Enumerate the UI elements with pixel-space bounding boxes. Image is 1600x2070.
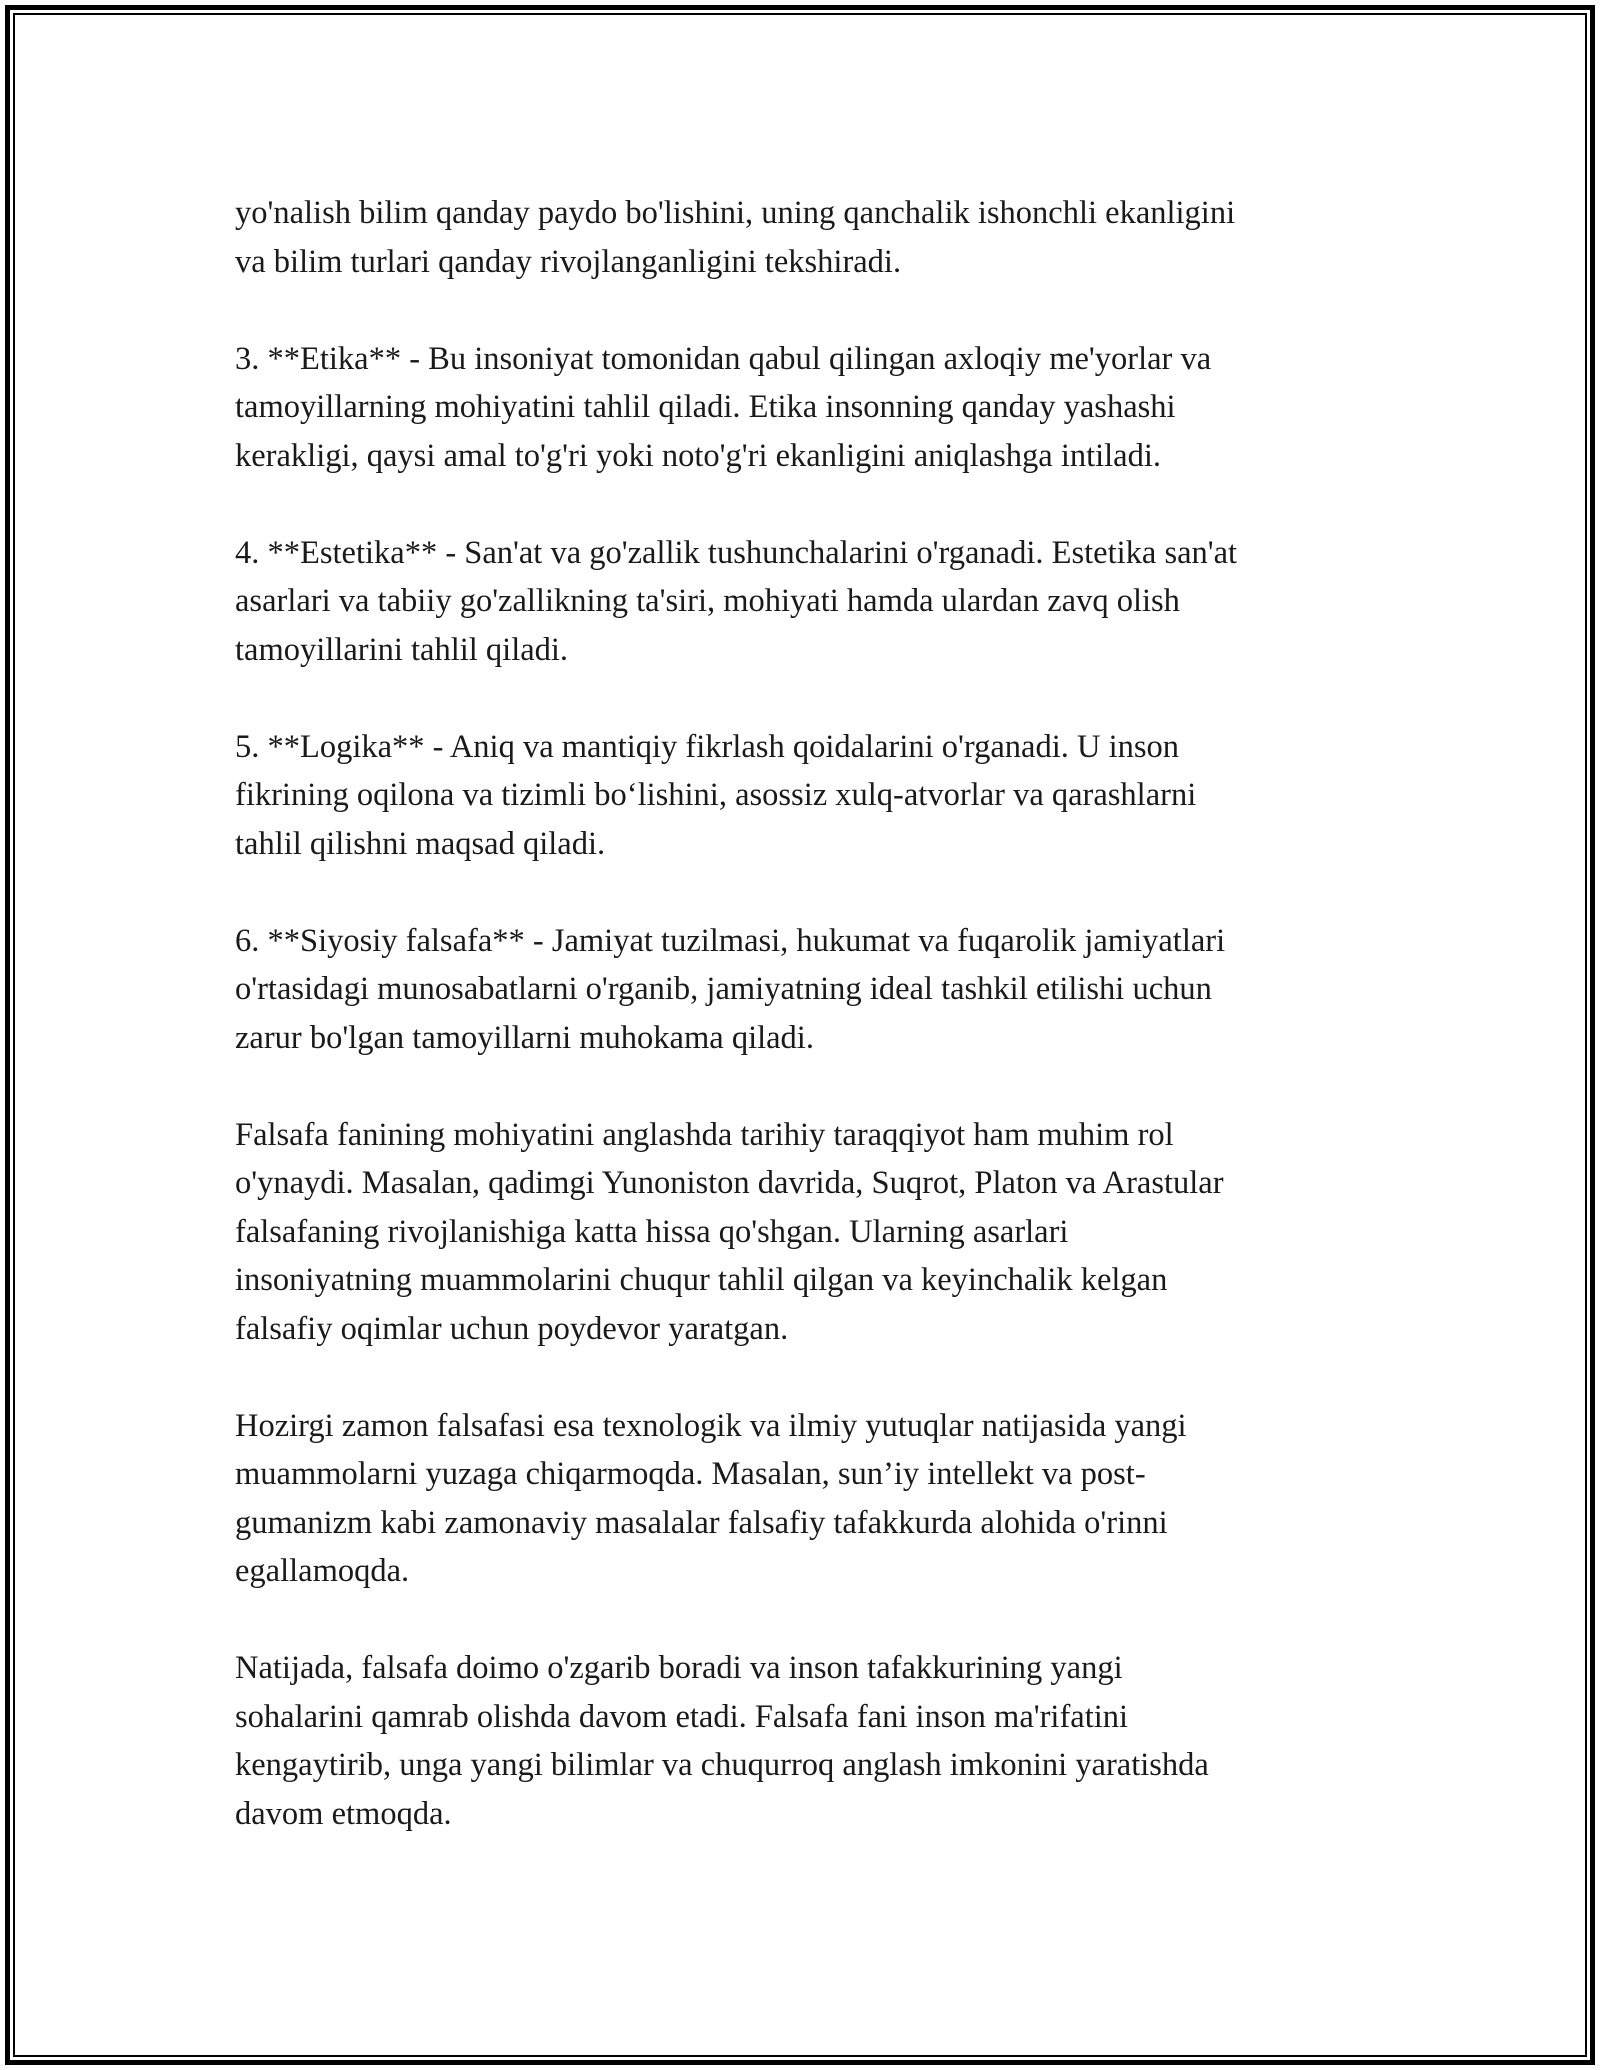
- paragraph-conclusion: Natijada, falsafa doimo o'zgarib boradi va inson tafakkurining yangi sohalarini qamrab olishda davom etadi. Falsafa fani inson ma'rifatini kengaytirib, unga yangi bilimlar va chuqurroq anglash imkonini yaratishda davom etmoqda.: [235, 1650, 1209, 1832]
- paragraph-logic: 5. **Logika** - Aniq va mantiqiy fikrlash qoidalarini o'rganadi. U inson fikrining oqilona va tizimli bo‘lishini, asossiz xulq-atvorlar va qarashlarni tahlil qilishni maqsad qiladi.: [235, 728, 1197, 862]
- paragraph-aesthetics: 4. **Estetika** - San'at va go'zallik tushunchalarini o'rganadi. Estetika san'at asarlari va tabiiy go'zallikning ta'siri, mohiyati hamda ulardan zavq olish tamoyillarini tahlil qiladi.: [235, 534, 1238, 668]
- paragraph-history: Falsafa fanining mohiyatini anglashda tarihiy taraqqiyot ham muhim rol o'ynaydi. Masalan, qadimgi Yunoniston davrida, Suqrot, Platon va Arastular falsafaning rivojlanishiga katta hissa qo'shgan. Ularning asarlari insoniyatning muammolarini chuqur tahlil qilgan va keyinchalik kelgan falsafiy oqimlar uchun poydevor yaratgan.: [235, 1116, 1224, 1347]
- paragraph-epistemology-continuation: yo'nalish bilim qanday paydo bo'lishini, uning qanchalik ishonchli ekanligini va bilim turlari qanday rivojlanganligini tekshiradi.: [235, 195, 1236, 280]
- paragraph-political-philosophy: 6. **Siyosiy falsafa** - Jamiyat tuzilmasi, hukumat va fuqarolik jamiyatlari o'rtasidagi munosabatlarni o'rganib, jamiyatning ideal tashkil etilishi uchun zarur bo'lgan tamoyillarni muhokama qiladi.: [235, 922, 1226, 1056]
- document-body: [235, 189, 1385, 1838]
- paragraph-modern-philosophy: Hozirgi zamon falsafasi esa texnologik va ilmiy yutuqlar natijasida yangi muammolarni yuzaga chiqarmoqda. Masalan, sun’iy intellekt va post- gumanizm kabi zamonaviy masalalar falsafiy tafakkurda alohida o'rinni egallamoqda.: [235, 1407, 1187, 1589]
- paragraph-ethics: 3. **Etika** - Bu insoniyat tomonidan qabul qilingan axloqiy me'yorlar va tamoyillarning mohiyatini tahlil qiladi. Etika insonning qanday yashashi kerakligi, qaysi amal to'g'ri yoki noto'g'ri ekanligini aniqlashga intiladi.: [235, 340, 1212, 474]
